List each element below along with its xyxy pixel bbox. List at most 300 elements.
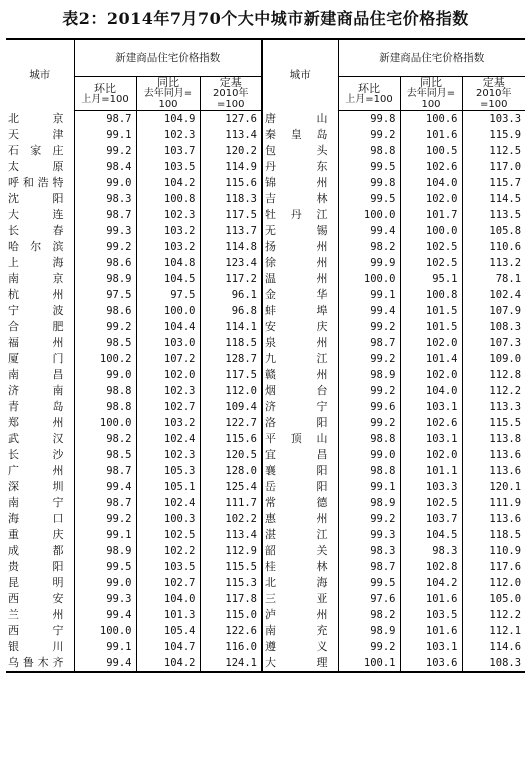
- city-cell: 贵 阳: [8, 560, 64, 573]
- yoy-cell: 105.1: [136, 479, 200, 495]
- mom-cell: 98.3: [74, 191, 136, 207]
- mom-cell: 99.2: [74, 239, 136, 255]
- city-cell: 锦 州: [262, 175, 338, 191]
- mom-cell: 99.4: [74, 655, 136, 672]
- yoy-cell: 97.5: [136, 287, 200, 303]
- table-row: [6, 159, 525, 175]
- mom-cell: 100.0: [74, 623, 136, 639]
- base-cell: 115.6: [200, 431, 262, 447]
- base-cell: 102.4: [462, 287, 525, 303]
- table-row: [6, 639, 525, 655]
- mom-cell: 99.2: [74, 511, 136, 527]
- city-cell: 济 南: [8, 384, 64, 397]
- table-row: [6, 143, 525, 159]
- base-cell: 109.0: [462, 351, 525, 367]
- yoy-cell: 100.5: [400, 143, 462, 159]
- table-row: [6, 303, 525, 319]
- yoy-cell: 103.7: [400, 511, 462, 527]
- table-row: [6, 207, 525, 223]
- base-cell: 114.1: [200, 319, 262, 335]
- base-cell: 113.4: [200, 527, 262, 543]
- base-cell: 112.2: [462, 383, 525, 399]
- base-cell: 124.1: [200, 655, 262, 672]
- yoy-cell: 102.2: [136, 543, 200, 559]
- mom-cell: 99.2: [74, 319, 136, 335]
- table-row: [6, 335, 525, 351]
- mom-cell: 99.1: [338, 479, 400, 495]
- base-cell: 112.0: [462, 575, 525, 591]
- city-cell: 西 宁: [8, 624, 64, 637]
- mom-cell: 99.0: [338, 447, 400, 463]
- yoy-cell: 102.5: [400, 239, 462, 255]
- base-cell: 108.3: [462, 655, 525, 672]
- price-index-table: [6, 38, 525, 673]
- yoy-cell: 104.2: [136, 655, 200, 672]
- base-cell: 114.5: [462, 191, 525, 207]
- yoy-cell: 102.0: [400, 191, 462, 207]
- base-cell: 110.9: [462, 543, 525, 559]
- yoy-cell: 104.0: [400, 175, 462, 191]
- table-row: [6, 415, 525, 431]
- mom-cell: 98.3: [338, 543, 400, 559]
- city-cell: 湛 江: [262, 527, 338, 543]
- mom-cell: 99.2: [74, 143, 136, 159]
- yoy-cell: 102.3: [136, 383, 200, 399]
- yoy-cell: 102.6: [400, 415, 462, 431]
- yoy-cell: 102.0: [136, 367, 200, 383]
- mom-cell: 99.3: [74, 223, 136, 239]
- mom-cell: 99.2: [338, 511, 400, 527]
- yoy-cell: 101.1: [400, 463, 462, 479]
- mom-cell: 99.2: [338, 319, 400, 335]
- group-header-left: 新建商品住宅价格指数: [74, 39, 262, 77]
- city-cell: 郑 州: [8, 416, 64, 429]
- yoy-cell: 103.1: [400, 399, 462, 415]
- base-cell: 109.4: [200, 399, 262, 415]
- yoy-cell: 103.2: [136, 223, 200, 239]
- city-cell: 北 海: [262, 575, 338, 591]
- city-cell: 天 津: [8, 128, 64, 141]
- base-cell: 115.0: [200, 607, 262, 623]
- yoy-cell: 103.5: [136, 559, 200, 575]
- table-body: [6, 111, 525, 673]
- yoy-cell: 103.7: [136, 143, 200, 159]
- mom-cell: 99.2: [338, 351, 400, 367]
- mom-cell: 99.0: [74, 175, 136, 191]
- yoy-cell: 102.0: [400, 367, 462, 383]
- base-cell: 120.2: [200, 143, 262, 159]
- table-row: [6, 127, 525, 143]
- base-cell: 114.8: [200, 239, 262, 255]
- yoy-cell: 103.0: [136, 335, 200, 351]
- city-cell: 泉 州: [262, 335, 338, 351]
- city-cell: 岳 阳: [262, 479, 338, 495]
- city-cell: 厦 门: [8, 352, 64, 365]
- mom-cell: 99.4: [338, 223, 400, 239]
- yoy-cell: 101.6: [400, 591, 462, 607]
- city-cell: 海 口: [8, 512, 64, 525]
- base-cell: 113.6: [462, 463, 525, 479]
- base-cell: 114.9: [200, 159, 262, 175]
- yoy-cell: 102.7: [136, 575, 200, 591]
- mom-cell: 98.9: [338, 495, 400, 511]
- yoy-cell: 101.5: [400, 319, 462, 335]
- mom-cell: 98.2: [338, 239, 400, 255]
- mom-cell: 99.4: [338, 303, 400, 319]
- yoy-cell: 104.0: [400, 383, 462, 399]
- base-cell: 112.5: [462, 143, 525, 159]
- base-cell: 115.5: [200, 559, 262, 575]
- city-cell: 长 沙: [8, 448, 64, 461]
- city-cell: 襄 阳: [262, 463, 338, 479]
- base-cell: 118.3: [200, 191, 262, 207]
- mom-cell: 98.6: [74, 303, 136, 319]
- yoy-cell: 100.8: [136, 191, 200, 207]
- mom-cell: 100.2: [74, 351, 136, 367]
- base-cell: 122.7: [200, 415, 262, 431]
- yoy-cell: 102.8: [400, 559, 462, 575]
- mom-cell: 98.8: [338, 143, 400, 159]
- table-row: [6, 511, 525, 527]
- base-cell: 120.1: [462, 479, 525, 495]
- city-cell: 常 德: [262, 495, 338, 511]
- col-header-base-left: 定基 2010年 =100: [200, 77, 262, 111]
- base-cell: 122.6: [200, 623, 262, 639]
- mom-cell: 99.2: [338, 415, 400, 431]
- yoy-cell: 103.1: [400, 639, 462, 655]
- base-cell: 110.6: [462, 239, 525, 255]
- base-cell: 105.8: [462, 223, 525, 239]
- mom-cell: 99.2: [338, 127, 400, 143]
- base-cell: 115.5: [462, 415, 525, 431]
- yoy-cell: 100.0: [136, 303, 200, 319]
- mom-cell: 98.4: [74, 159, 136, 175]
- city-cell: 平 顶 山: [262, 431, 338, 447]
- city-cell: 昆 明: [8, 576, 64, 589]
- city-cell: 上 海: [8, 256, 64, 269]
- city-cell: 北 京: [8, 111, 64, 125]
- yoy-cell: 102.4: [136, 431, 200, 447]
- yoy-cell: 103.5: [136, 159, 200, 175]
- mom-cell: 99.1: [74, 639, 136, 655]
- table-row: [6, 255, 525, 271]
- base-cell: 112.9: [200, 543, 262, 559]
- yoy-cell: 102.3: [136, 207, 200, 223]
- city-cell: 南 充: [262, 623, 338, 639]
- city-cell: 韶 关: [262, 543, 338, 559]
- base-cell: 120.5: [200, 447, 262, 463]
- mom-cell: 100.0: [338, 207, 400, 223]
- base-cell: 123.4: [200, 255, 262, 271]
- yoy-cell: 104.7: [136, 639, 200, 655]
- city-cell: 福 州: [8, 336, 64, 349]
- table-row: [6, 559, 525, 575]
- city-cell: 宜 昌: [262, 447, 338, 463]
- city-cell: 温 州: [262, 271, 338, 287]
- base-cell: 125.4: [200, 479, 262, 495]
- mom-cell: 98.5: [74, 335, 136, 351]
- yoy-cell: 104.2: [136, 175, 200, 191]
- mom-cell: 98.7: [338, 559, 400, 575]
- table-row: [6, 575, 525, 591]
- mom-cell: 99.2: [338, 383, 400, 399]
- base-cell: 128.0: [200, 463, 262, 479]
- city-cell: 乌鲁木齐: [6, 655, 74, 672]
- city-cell: 烟 台: [262, 383, 338, 399]
- yoy-cell: 102.3: [136, 447, 200, 463]
- base-cell: 113.4: [200, 127, 262, 143]
- table-row: [6, 527, 525, 543]
- yoy-cell: 103.5: [400, 607, 462, 623]
- yoy-cell: 103.2: [136, 415, 200, 431]
- city-cell: 赣 州: [262, 367, 338, 383]
- city-cell: 武 汉: [8, 432, 64, 445]
- mom-cell: 99.8: [338, 111, 400, 128]
- mom-cell: 98.7: [338, 335, 400, 351]
- mom-cell: 99.1: [74, 127, 136, 143]
- city-cell: 长 春: [8, 224, 64, 237]
- mom-cell: 100.1: [338, 655, 400, 672]
- table-title: 表2：2014年7月70个大中城市新建商品住宅价格指数: [62, 9, 469, 28]
- yoy-cell: 103.3: [400, 479, 462, 495]
- city-cell: 泸 州: [262, 607, 338, 623]
- city-cell: 广 州: [8, 464, 64, 477]
- mom-cell: 98.6: [74, 255, 136, 271]
- yoy-cell: 104.0: [136, 591, 200, 607]
- table-row: [6, 351, 525, 367]
- mom-cell: 99.2: [338, 639, 400, 655]
- base-cell: 103.3: [462, 111, 525, 128]
- city-cell: 徐 州: [262, 255, 338, 271]
- city-cell: 丹 东: [262, 159, 338, 175]
- city-cell: 济 宁: [262, 399, 338, 415]
- base-cell: 115.6: [200, 175, 262, 191]
- mom-cell: 99.6: [338, 399, 400, 415]
- city-cell: 无 锡: [262, 223, 338, 239]
- table-row: [6, 655, 525, 672]
- yoy-cell: 104.4: [136, 319, 200, 335]
- city-cell: 南 宁: [8, 496, 64, 509]
- mom-cell: 99.9: [338, 255, 400, 271]
- base-cell: 112.8: [462, 367, 525, 383]
- table-row: [6, 287, 525, 303]
- yoy-cell: 104.8: [136, 255, 200, 271]
- table-row: [6, 495, 525, 511]
- col-header-mom-right: 环比 上月=100: [338, 77, 400, 111]
- yoy-cell: 102.7: [136, 399, 200, 415]
- city-cell: 太 原: [8, 160, 64, 173]
- base-cell: 115.9: [462, 127, 525, 143]
- mom-cell: 98.9: [338, 623, 400, 639]
- mom-cell: 98.7: [74, 495, 136, 511]
- city-cell: 三 亚: [262, 591, 338, 607]
- mom-cell: 99.3: [338, 527, 400, 543]
- table-row: [6, 431, 525, 447]
- yoy-cell: 102.3: [136, 127, 200, 143]
- base-cell: 117.5: [200, 207, 262, 223]
- base-cell: 117.8: [200, 591, 262, 607]
- mom-cell: 99.5: [338, 159, 400, 175]
- table-row: [6, 367, 525, 383]
- yoy-cell: 103.6: [400, 655, 462, 672]
- base-cell: 116.0: [200, 639, 262, 655]
- table-row: [6, 271, 525, 287]
- mom-cell: 98.8: [338, 463, 400, 479]
- yoy-cell: 107.2: [136, 351, 200, 367]
- yoy-cell: 101.7: [400, 207, 462, 223]
- base-cell: 117.2: [200, 271, 262, 287]
- yoy-cell: 104.5: [400, 527, 462, 543]
- table-row: [6, 591, 525, 607]
- base-cell: 128.7: [200, 351, 262, 367]
- mom-cell: 97.5: [74, 287, 136, 303]
- yoy-cell: 103.2: [136, 239, 200, 255]
- base-cell: 127.6: [200, 111, 262, 128]
- base-cell: 117.6: [462, 559, 525, 575]
- yoy-cell: 100.3: [136, 511, 200, 527]
- city-cell: 惠 州: [262, 511, 338, 527]
- mom-cell: 98.8: [74, 383, 136, 399]
- table-row: [6, 111, 525, 128]
- mom-cell: 98.2: [74, 431, 136, 447]
- base-cell: 112.0: [200, 383, 262, 399]
- base-cell: 96.8: [200, 303, 262, 319]
- col-header-base-right: 定基 2010年 =100: [462, 77, 525, 111]
- city-cell: 包 头: [262, 143, 338, 159]
- yoy-cell: 101.4: [400, 351, 462, 367]
- yoy-cell: 101.5: [400, 303, 462, 319]
- city-cell: 深 圳: [8, 480, 64, 493]
- city-cell: 吉 林: [262, 191, 338, 207]
- city-cell: 南 京: [8, 272, 64, 285]
- yoy-cell: 100.6: [400, 111, 462, 128]
- table-row: [6, 623, 525, 639]
- base-cell: 113.2: [462, 255, 525, 271]
- group-header-right: 新建商品住宅价格指数: [338, 39, 525, 77]
- city-cell: 扬 州: [262, 239, 338, 255]
- mom-cell: 99.1: [74, 527, 136, 543]
- city-cell: 唐 山: [262, 111, 338, 128]
- city-cell: 青 岛: [8, 400, 64, 413]
- base-cell: 117.0: [462, 159, 525, 175]
- city-cell: 安 庆: [262, 319, 338, 335]
- city-cell: 兰 州: [8, 608, 64, 621]
- yoy-cell: 105.3: [136, 463, 200, 479]
- yoy-cell: 102.6: [400, 159, 462, 175]
- city-cell: 呼和浩特: [8, 176, 64, 189]
- yoy-cell: 98.3: [400, 543, 462, 559]
- yoy-cell: 102.4: [136, 495, 200, 511]
- table-row: [6, 543, 525, 559]
- city-cell: 沈 阳: [8, 192, 64, 205]
- yoy-cell: 102.5: [400, 255, 462, 271]
- yoy-cell: 104.9: [136, 111, 200, 128]
- base-cell: 118.5: [200, 335, 262, 351]
- yoy-cell: 100.0: [400, 223, 462, 239]
- table-row: [6, 239, 525, 255]
- base-cell: 113.6: [462, 511, 525, 527]
- mom-cell: 98.5: [74, 447, 136, 463]
- mom-cell: 99.1: [338, 287, 400, 303]
- city-cell: 桂 林: [262, 559, 338, 575]
- base-cell: 105.0: [462, 591, 525, 607]
- table-row: [6, 399, 525, 415]
- base-cell: 115.3: [200, 575, 262, 591]
- mom-cell: 99.0: [74, 367, 136, 383]
- mom-cell: 98.7: [74, 207, 136, 223]
- city-header-left: 城市: [6, 39, 74, 111]
- base-cell: 113.8: [462, 431, 525, 447]
- mom-cell: 99.3: [74, 591, 136, 607]
- yoy-cell: 105.4: [136, 623, 200, 639]
- yoy-cell: 101.6: [400, 127, 462, 143]
- city-cell: 石 家 庄: [8, 144, 64, 157]
- base-cell: 115.7: [462, 175, 525, 191]
- table-row: [6, 479, 525, 495]
- base-cell: 113.7: [200, 223, 262, 239]
- table-row: [6, 447, 525, 463]
- city-cell: 南 昌: [8, 368, 64, 381]
- base-cell: 107.9: [462, 303, 525, 319]
- mom-cell: 97.6: [338, 591, 400, 607]
- table-row: [6, 383, 525, 399]
- base-cell: 114.6: [462, 639, 525, 655]
- mom-cell: 100.0: [338, 271, 400, 287]
- city-cell: 大 理: [262, 655, 338, 672]
- table-row: [6, 607, 525, 623]
- mom-cell: 99.5: [338, 575, 400, 591]
- city-cell: 遵 义: [262, 639, 338, 655]
- mom-cell: 99.5: [74, 559, 136, 575]
- city-cell: 西 安: [8, 592, 64, 605]
- yoy-cell: 102.0: [400, 335, 462, 351]
- yoy-cell: 102.0: [400, 447, 462, 463]
- base-cell: 113.5: [462, 207, 525, 223]
- city-cell: 大 连: [8, 208, 64, 221]
- yoy-cell: 100.8: [400, 287, 462, 303]
- yoy-cell: 101.6: [400, 623, 462, 639]
- mom-cell: 99.8: [338, 175, 400, 191]
- yoy-cell: 102.5: [400, 495, 462, 511]
- base-cell: 113.3: [462, 399, 525, 415]
- mom-cell: 98.2: [338, 607, 400, 623]
- yoy-cell: 95.1: [400, 271, 462, 287]
- base-cell: 78.1: [462, 271, 525, 287]
- base-cell: 96.1: [200, 287, 262, 303]
- table-row: [6, 463, 525, 479]
- city-cell: 金 华: [262, 287, 338, 303]
- mom-cell: 99.0: [74, 575, 136, 591]
- mom-cell: 98.7: [74, 463, 136, 479]
- col-header-yoy-left: 同比 去年同月= 100: [136, 77, 200, 111]
- city-cell: 哈 尔 滨: [8, 240, 64, 253]
- mom-cell: 98.9: [74, 271, 136, 287]
- city-header-right: 城市: [262, 39, 338, 111]
- city-cell: 洛 阳: [262, 415, 338, 431]
- base-cell: 112.1: [462, 623, 525, 639]
- base-cell: 111.7: [200, 495, 262, 511]
- mom-cell: 98.7: [74, 111, 136, 128]
- col-header-mom-left: 环比 上月=100: [74, 77, 136, 111]
- base-cell: 112.2: [462, 607, 525, 623]
- mom-cell: 99.5: [338, 191, 400, 207]
- city-cell: 合 肥: [8, 320, 64, 333]
- mom-cell: 98.9: [74, 543, 136, 559]
- city-cell: 九 江: [262, 351, 338, 367]
- mom-cell: 99.4: [74, 479, 136, 495]
- col-header-yoy-right: 同比 去年同月= 100: [400, 77, 462, 111]
- base-cell: 118.5: [462, 527, 525, 543]
